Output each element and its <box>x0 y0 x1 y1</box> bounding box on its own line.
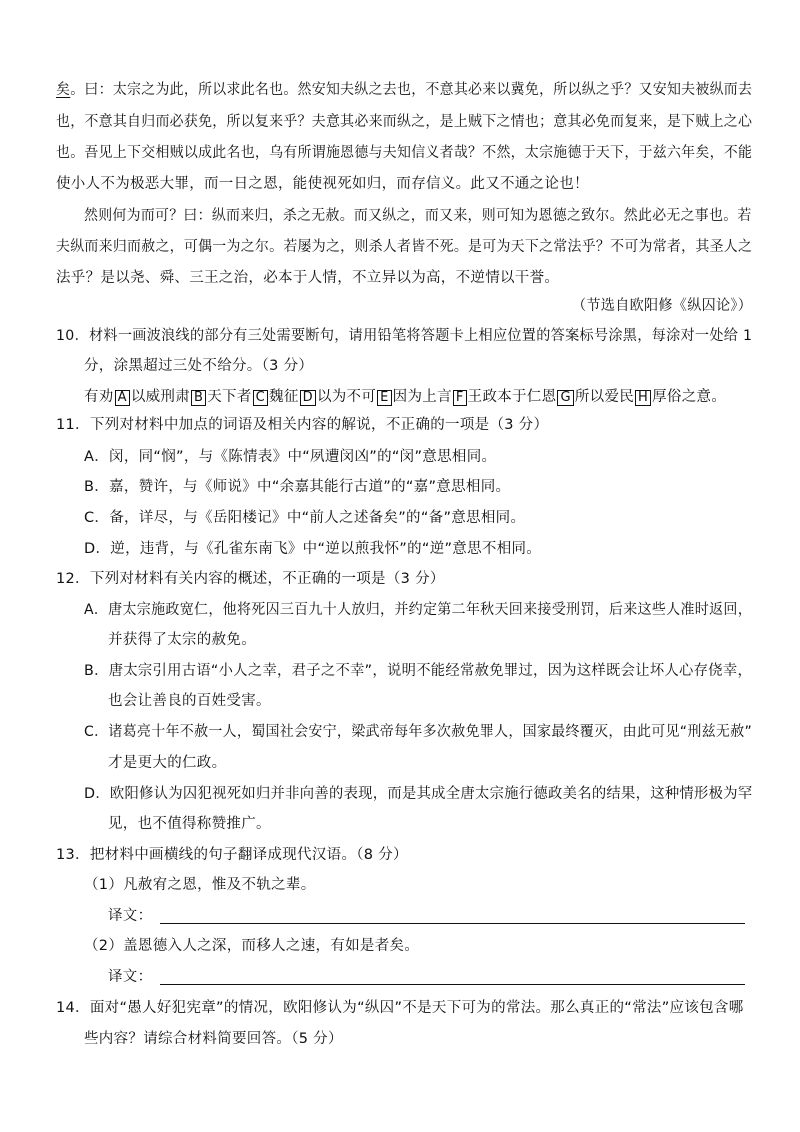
q12-option-c-cont: 才是更大的仁政。 <box>108 755 227 771</box>
passage-line-7: 法乎？是以尧、舜、三王之治，必本于人情，不立异以为高，不逆情以干誉。 <box>56 270 560 286</box>
q13-sentence-1: （1）凡赦宥之恩，惟及不轨之辈。 <box>84 877 316 893</box>
q12-option-a[interactable]: A．唐太宗施政宽仁，他将死囚三百九十人放归，并约定第二年秋天回来接受刑罚，后来这些人准时返回， <box>84 602 753 618</box>
q13-sentence-2: （2）盖恩德入人之深，而移人之速，有如是者矣。 <box>84 938 420 954</box>
break-option-f[interactable]: F <box>453 390 467 406</box>
passage-line-1: 矣。曰：太宗之为此，所以求此名也。然安知夫纵之去也，不意其必来以冀免，所以纵之乎？又安知夫被纵而去 <box>56 82 753 98</box>
q12-option-d-cont: 见，也不值得称赞推广。 <box>108 816 271 832</box>
break-option-b[interactable]: B <box>191 390 206 406</box>
underlined-phrase: 矣 <box>56 82 71 98</box>
q10-stem-line-1: 10．材料一画波浪线的部分有三处需要断句，请用铅笔将答题卡上相应位置的答案标号涂黑，每涂对一处给 1 <box>56 328 753 344</box>
q14-stem-line-2: 些内容？请综合材料简要回答。（5 分） <box>84 1031 343 1047</box>
q13-answer-1-label: 译文： <box>108 908 153 924</box>
q11-option-a[interactable]: A．闵，同“悯”，与《陈情表》中“夙遭闵凶”的“闵”意思相同。 <box>84 449 497 465</box>
passage-source: （节选自欧阳修《纵囚论》） <box>572 298 753 314</box>
q13-answer-1-line[interactable] <box>160 923 745 924</box>
passage-line-6: 夫纵而来归而赦之，可偶一为之尔。若屡为之，则杀人者皆不死。是可为天下之常法乎？不可为常者，其圣人之 <box>56 239 753 255</box>
break-option-a[interactable]: A <box>115 390 130 406</box>
q11-option-b[interactable]: B．嘉，赞许，与《师说》中“余嘉其能行古道”的“嘉”意思相同。 <box>84 479 511 495</box>
q11-option-c[interactable]: C．备，详尽，与《岳阳楼记》中“前人之述备矣”的“备”意思相同。 <box>84 510 526 526</box>
q10-break-line: 有劝 A 以威刑肃 B 天下者 C 魏征 D 以为不可 E 因为上言 F 王政本于仁恩 G 所以爱民 H 厚俗之意。 <box>84 389 727 405</box>
break-option-c[interactable]: C <box>253 390 268 406</box>
q12-option-d[interactable]: D．欧阳修认为囚犯视死如归并非向善的表现，而是其成全唐太宗施行德政美名的结果，这种情形极为罕 <box>84 786 753 802</box>
q14-stem-line-1: 14．面对“愚人好犯宪章”的情况，欧阳修认为“纵囚”不是天下可为的常法。那么真正的“常法”应该包含哪 <box>56 1000 744 1016</box>
q13-answer-2-line[interactable] <box>160 984 745 985</box>
q12-option-a-cont: 并获得了太宗的赦免。 <box>108 632 256 648</box>
q11-stem: 11．下列对材料中加点的词语及相关内容的解说，不正确的一项是（3 分） <box>56 417 549 433</box>
break-option-e[interactable]: E <box>377 390 392 406</box>
passage-line-5: 然则何为而可？曰：纵而来归，杀之无赦。而又纵之，而又来，则可知为恩德之致尔。然此必无之事也。若 <box>84 208 752 224</box>
break-option-g[interactable]: G <box>557 390 573 406</box>
q13-answer-2-label: 译文： <box>108 969 153 985</box>
passage-line-4: 使小人不为极恶大罪，而一日之恩，能使视死如归，而存信义。此又不通之论也！ <box>56 176 589 192</box>
q12-option-b-cont: 也会让善良的百姓受害。 <box>108 693 271 709</box>
break-option-h[interactable]: H <box>635 390 651 406</box>
q12-option-b[interactable]: B．唐太宗引用古语“小人之幸，君子之不幸”，说明不能经常赦免罪过，因为这样既会让坏人心存侥幸， <box>84 663 753 679</box>
q13-stem: 13．把材料中画横线的句子翻译成现代汉语。（8 分） <box>56 847 408 863</box>
q12-stem: 12．下列对材料有关内容的概述，不正确的一项是（3 分） <box>56 571 445 587</box>
q11-option-d[interactable]: D．逆，违背，与《孔雀东南飞》中“逆以煎我怀”的“逆”意思不相同。 <box>84 541 542 557</box>
passage-line-2: 也，不意其自归而必获免，所以复来乎？夫意其必来而纵之，是上贼下之情也；意其必免而复来，是下贼上之心 <box>56 114 753 130</box>
q10-stem-line-2: 分，涂黑超过三处不给分。（3 分） <box>84 358 314 374</box>
break-option-d[interactable]: D <box>300 390 316 406</box>
passage-line-3: 也。吾见上下交相贼以成此名也，乌有所谓施恩德与夫知信义者哉？不然，太宗施德于天下，于兹六年矣，不能 <box>56 145 753 161</box>
q12-option-c[interactable]: C．诸葛亮十年不赦一人，蜀国社会安宁，梁武帝每年多次赦免罪人，国家最终覆灭，由此可见“刑兹无赦” <box>84 724 753 740</box>
